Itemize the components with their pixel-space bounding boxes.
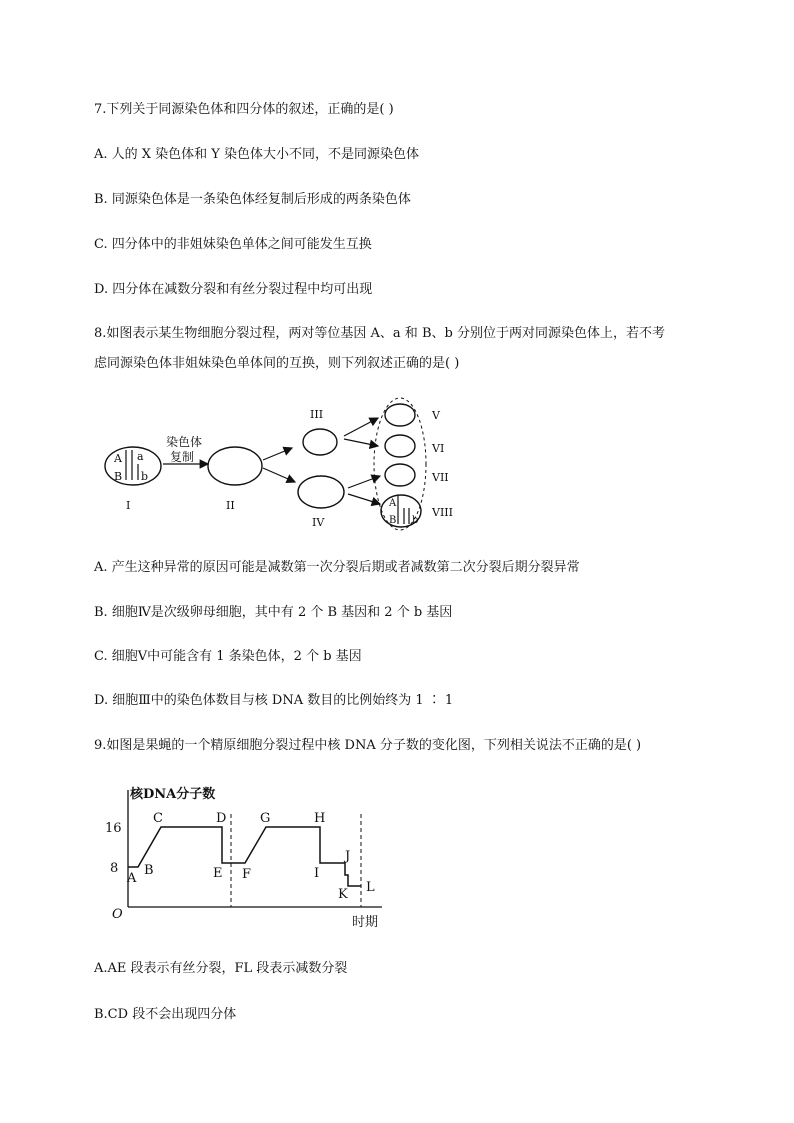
cell-label-2: II xyxy=(226,499,235,512)
q8-option-d: D. 细胞Ⅲ中的染色体数目与核 DNA 数目的比例始终为 1 ∶ 1 xyxy=(94,693,454,708)
cell-3 xyxy=(303,429,337,455)
ytick-8: 8 xyxy=(110,861,119,876)
cell-7 xyxy=(385,464,415,486)
point-F: F xyxy=(242,867,252,882)
gene-B-cell8: B xyxy=(389,515,397,526)
q9-option-a: A.AE 段表示有丝分裂，FL 段表示减数分裂 xyxy=(94,961,348,976)
gene-A-cell1: A xyxy=(114,452,122,465)
point-I: I xyxy=(314,866,320,881)
ytick-16: 16 xyxy=(105,821,122,836)
cell-label-5: V xyxy=(432,409,440,422)
gene-b-cell1: b xyxy=(141,470,149,483)
q7-option-a: A. 人的 X 染色体和 Y 染色体大小不同，不是同源染色体 xyxy=(94,147,420,162)
q8-stem-line2: 虑同源染色体非姐妹染色单体间的互换，则下列叙述正确的是( ) xyxy=(94,356,460,371)
arrow-label-replicate: 复制 xyxy=(170,450,195,464)
cell-label-7: VII xyxy=(432,471,449,484)
gene-a-cell1: a xyxy=(137,450,144,463)
point-D: D xyxy=(216,811,227,826)
point-A: A xyxy=(127,871,137,886)
point-H: H xyxy=(314,811,326,826)
cell-label-1: I xyxy=(126,499,131,512)
dna-content-chart xyxy=(100,776,400,936)
origin-label: O xyxy=(112,907,123,922)
cell-label-6: VI xyxy=(432,442,445,455)
cell-4 xyxy=(298,476,344,508)
cell-label-3: III xyxy=(310,408,324,421)
arrow-label-chromosome: 染色体 xyxy=(166,435,203,449)
cell-label-8: VIII xyxy=(432,506,453,519)
point-G: G xyxy=(260,811,271,826)
point-L: L xyxy=(366,880,375,895)
q8-option-b: B. 细胞Ⅳ是次级卵母细胞，其中有 2 个 B 基因和 2 个 b 基因 xyxy=(94,605,453,620)
q7-option-d: D. 四分体在减数分裂和有丝分裂过程中均可出现 xyxy=(94,282,373,297)
cell-6 xyxy=(385,435,415,457)
cell-division-diagram xyxy=(100,396,460,536)
q9-stem: 9.如图是果蝇的一个精原细胞分裂过程中核 DNA 分子数的变化图，下列相关说法不正确的是( ) xyxy=(94,738,642,753)
q8-option-a: A. 产生这种异常的原因可能是减数第一次分裂后期或者减数第二次分裂后期分裂异常 xyxy=(94,560,580,575)
point-E: E xyxy=(213,866,223,881)
cell-label-4: IV xyxy=(312,516,325,529)
q8-option-c: C. 细胞Ⅴ中可能含有 1 条染色体，2 个 b 基因 xyxy=(94,649,362,664)
point-J: J xyxy=(345,849,351,864)
cell-2 xyxy=(208,447,262,485)
x-axis-label: 时期 xyxy=(352,915,379,930)
gene-B-cell1: B xyxy=(114,470,123,483)
point-K: K xyxy=(338,887,348,902)
q8-stem-line1: 8.如图表示某生物细胞分裂过程，两对等位基因 A、a 和 B、b 分别位于两对同源染色体上，若不考 xyxy=(94,326,665,341)
gene-b-cell8: b xyxy=(412,515,419,526)
cell-5 xyxy=(385,404,415,426)
y-axis-label: 核DNA分子数 xyxy=(130,787,216,802)
q9-option-b: B.CD 段不会出现四分体 xyxy=(94,1007,237,1022)
q7-option-c: C. 四分体中的非姐妹染色单体之间可能发生互换 xyxy=(94,237,372,252)
q7-option-b: B. 同源染色体是一条染色体经复制后形成的两条染色体 xyxy=(94,192,411,207)
q7-stem: 7.下列关于同源染色体和四分体的叙述，正确的是( ) xyxy=(94,102,394,117)
point-B: B xyxy=(144,863,154,878)
point-C: C xyxy=(153,811,163,826)
gene-A-cell8: A xyxy=(389,498,397,509)
